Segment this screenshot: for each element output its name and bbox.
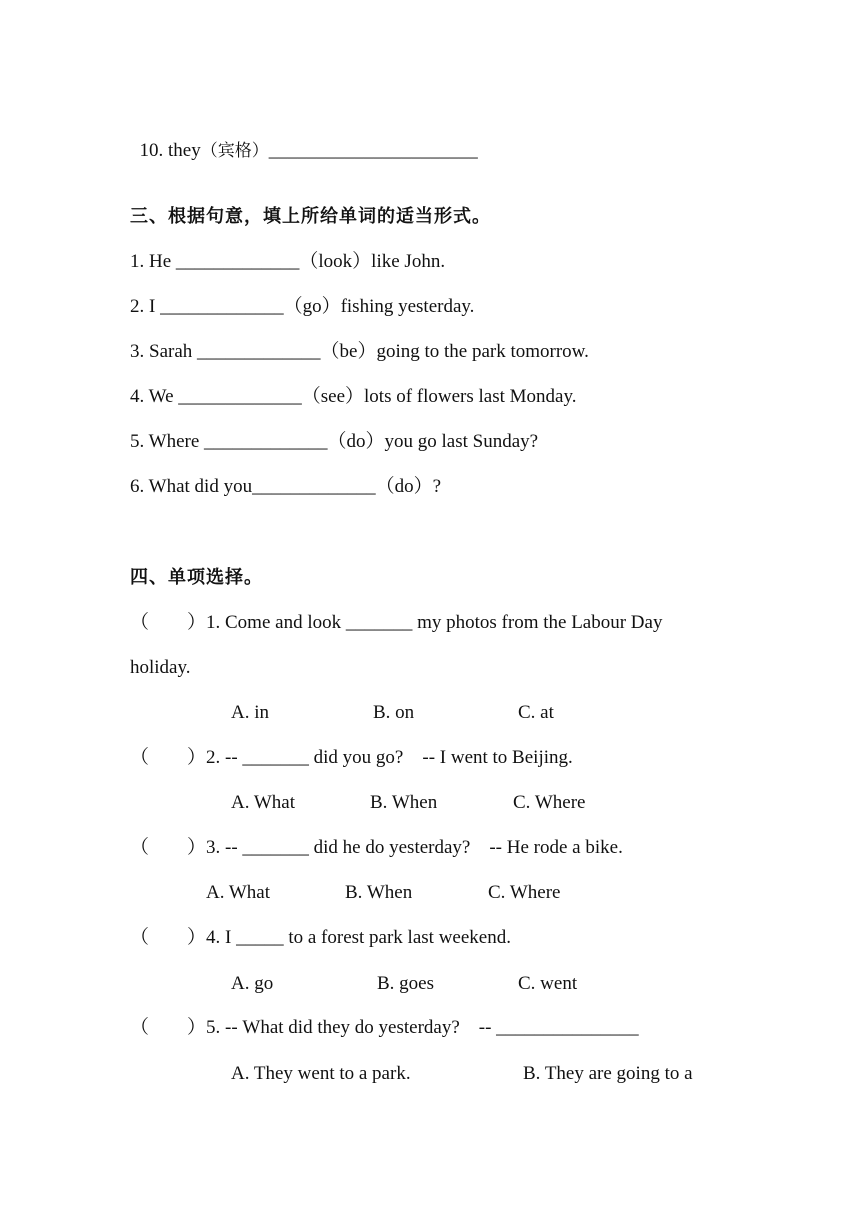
section-3-heading: 三、根据句意，填上所给单词的适当形式。 [130, 206, 491, 227]
q2-option-b: B. When [370, 792, 438, 813]
s3-item-5: 5. Where _____________（do）you go last Sunday? [130, 431, 539, 452]
q3-option-c: C. Where [488, 882, 561, 903]
q2-stem: （ ）2. -- _______ did you go? -- I went to Beijing. [130, 747, 573, 768]
q4-option-b: B. goes [377, 973, 434, 994]
q5-stem: （ ）5. -- What did they do yesterday? -- _______________ [130, 1017, 639, 1038]
q1-option-a: A. in [231, 702, 269, 723]
s3-item-1: 1. He _____________（look）like John. [130, 251, 446, 272]
q1-option-c: C. at [518, 702, 554, 723]
s3-item-2: 2. I _____________（go）fishing yesterday. [130, 296, 475, 317]
q2-option-a: A. What [231, 792, 296, 813]
s3-item-3: 3. Sarah _____________（be）going to the park tomorrow. [130, 341, 589, 362]
q4-option-c: C. went [518, 973, 578, 994]
q3-option-a: A. What [206, 882, 271, 903]
item-10-text: 10. they [139, 140, 201, 161]
item-10-note: （宾格） [200, 141, 269, 161]
s3-item-6: 6. What did you_____________（do）? [130, 476, 442, 497]
q5-option-a: A. They went to a park. [231, 1063, 411, 1084]
q3-option-b: B. When [345, 882, 413, 903]
q1-cont: holiday. [130, 657, 191, 678]
q4-stem: （ ）4. I _____ to a forest park last weekend. [130, 927, 511, 948]
q3-stem: （ ）3. -- _______ did he do yesterday? -- He rode a bike. [130, 837, 623, 858]
q4-option-a: A. go [231, 973, 274, 994]
item-10 [130, 115, 478, 163]
item-10-blank: ______________________ [268, 140, 478, 161]
q1-option-b: B. on [373, 702, 415, 723]
q5-option-b: B. They are going to a [523, 1063, 693, 1084]
q1-stem: （ ）1. Come and look _______ my photos from the Labour Day [130, 612, 663, 633]
section-4-heading: 四、单项选择。 [130, 567, 263, 588]
q2-option-c: C. Where [513, 792, 586, 813]
s3-item-4: 4. We _____________（see）lots of flowers last Monday. [130, 386, 577, 407]
